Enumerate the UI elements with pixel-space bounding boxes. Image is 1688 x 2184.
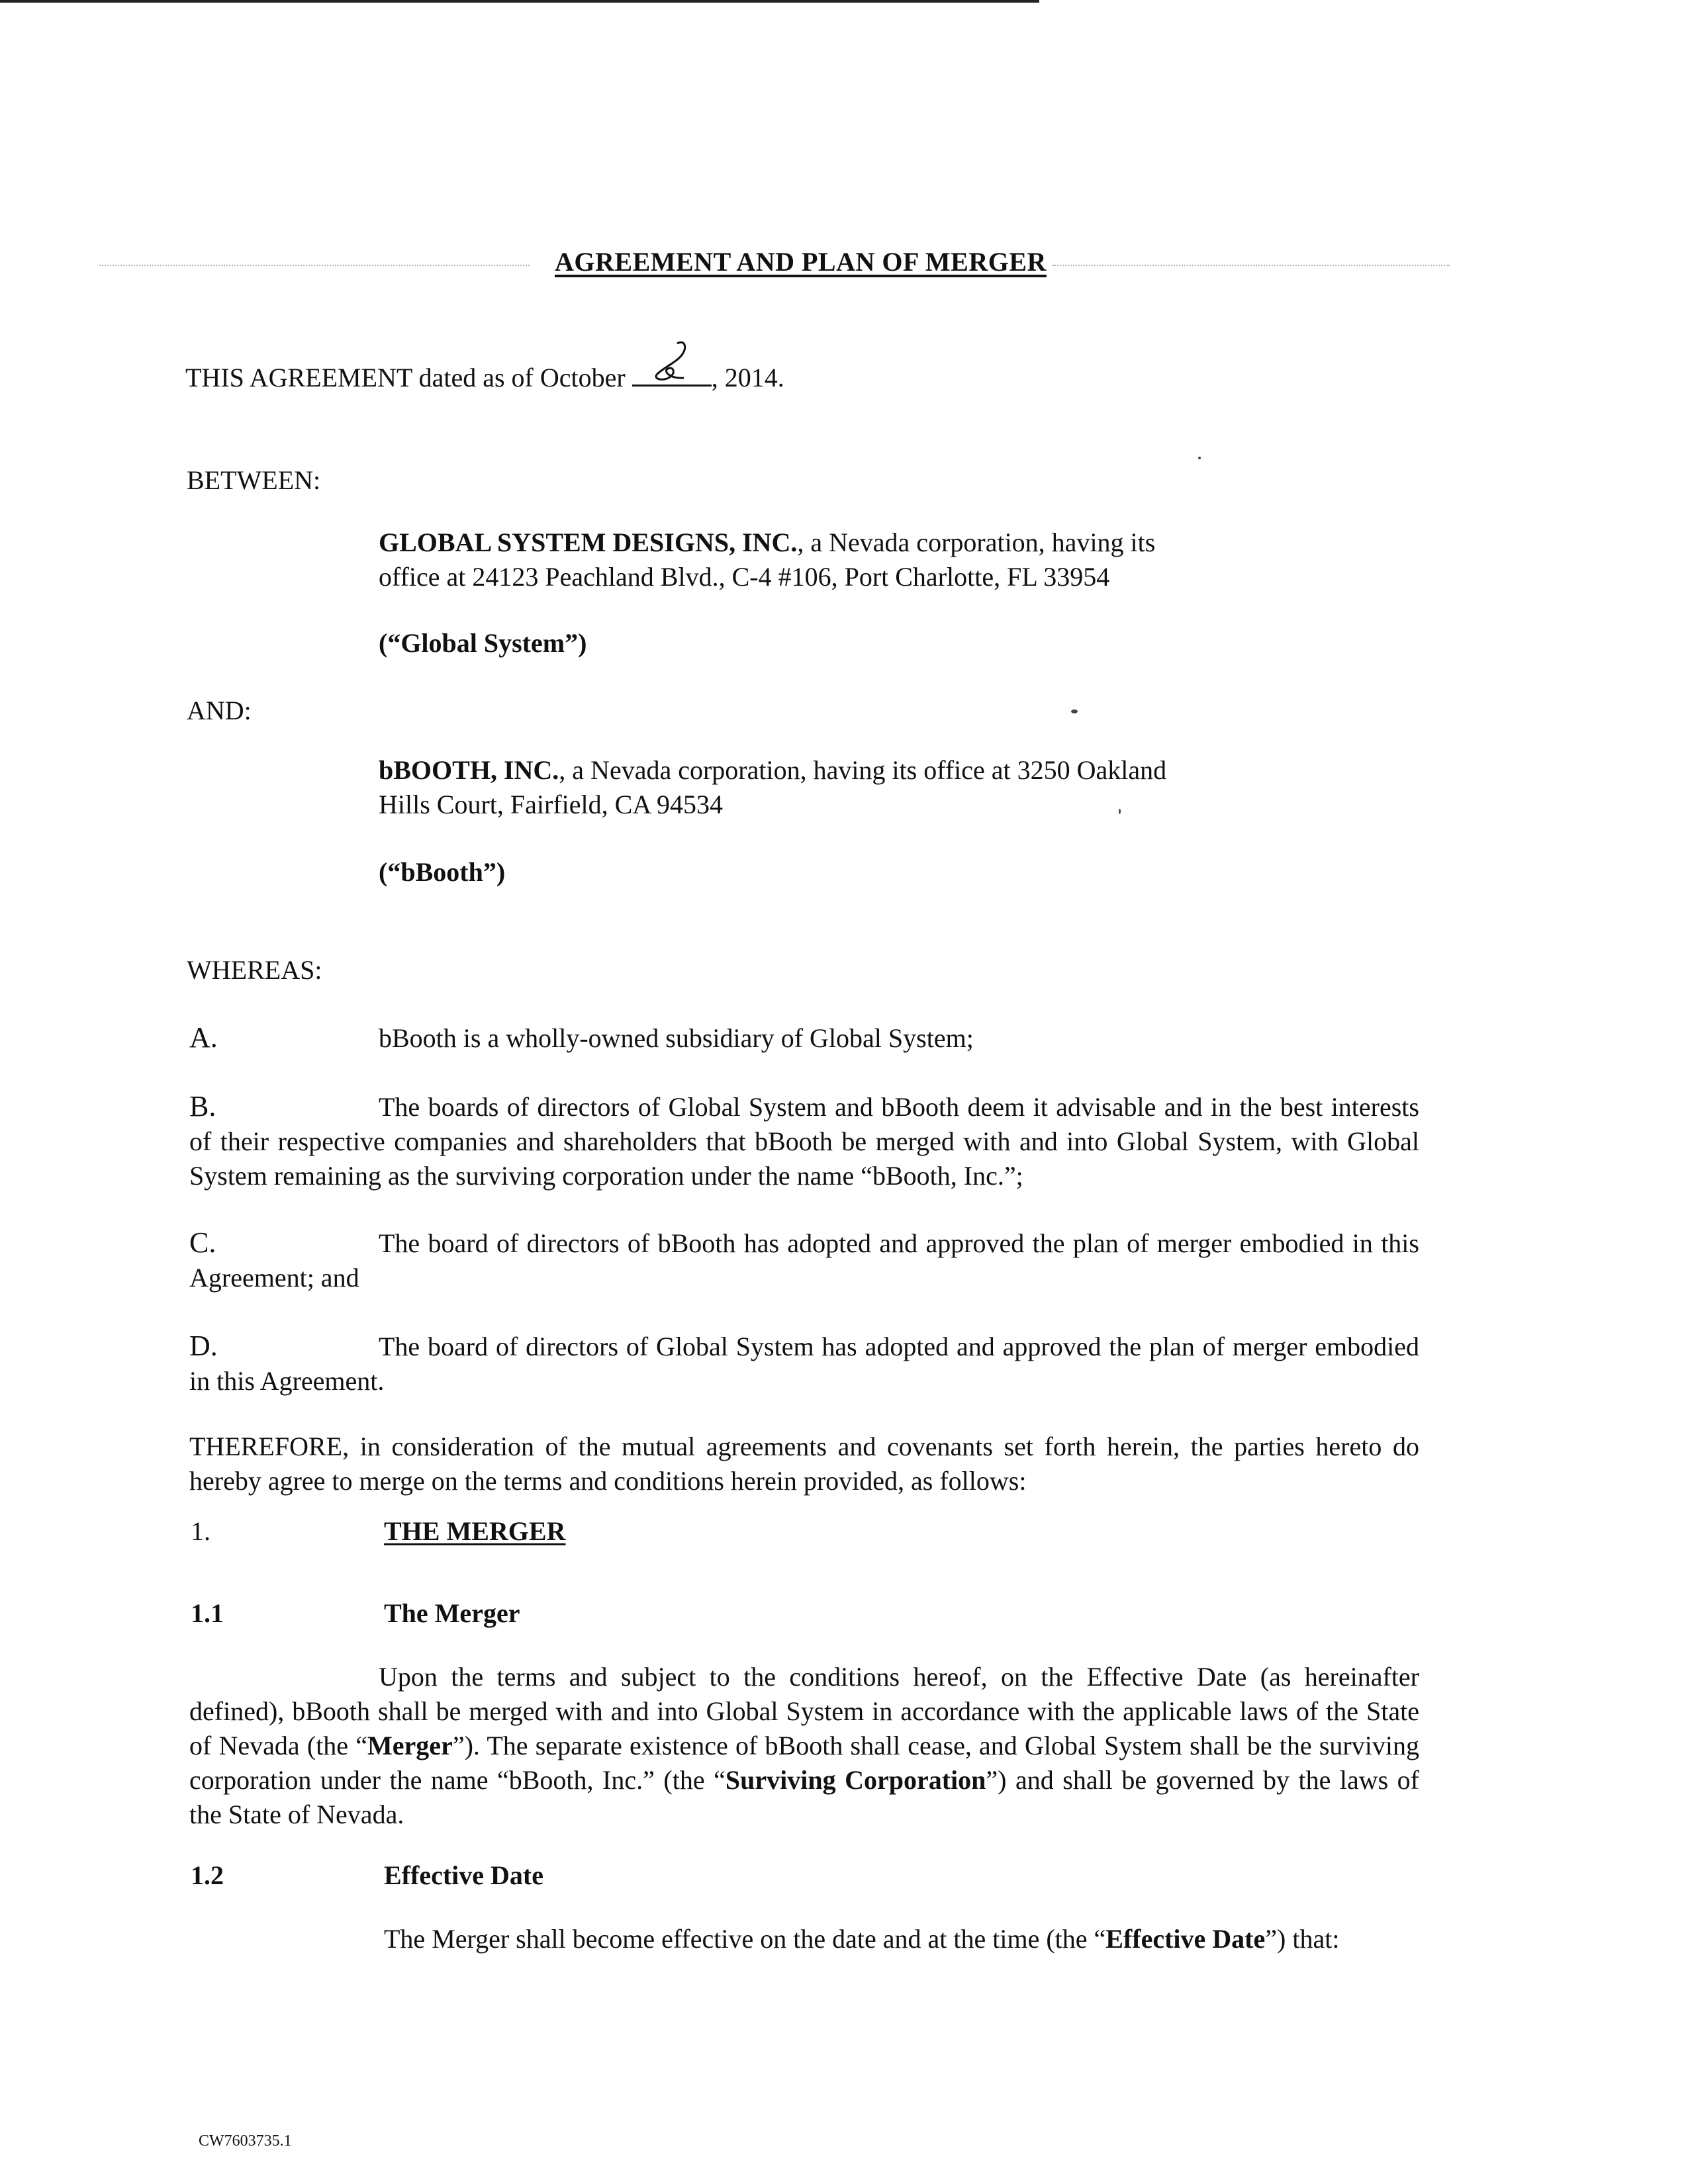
section-1-title: THE MERGER [384, 1516, 566, 1546]
recital-marker: B. [189, 1090, 216, 1122]
scan-dotted-rule-left [99, 265, 530, 266]
recital-marker: C. [189, 1226, 216, 1259]
section-1-1-number: 1.1 [191, 1598, 224, 1628]
recital-a [189, 1021, 1419, 1056]
section-1-2-body [384, 1922, 1419, 1956]
recital-text: The board of directors of bBooth has adopted and approved the plan of merger embodied in this Agreement; and [189, 1228, 1419, 1293]
section-1-1-body [189, 1660, 1419, 1832]
scan-speck [1198, 457, 1201, 459]
party2-desc-line2: Hills Court, Fairfield, CA 94534 [379, 790, 723, 819]
date-day-blank [632, 362, 712, 387]
whereas-label: WHEREAS: [187, 955, 322, 985]
recital-text: The board of directors of Global System has adopted and approved the plan of merger embodied in this Agreement. [189, 1332, 1419, 1396]
party2-block [379, 753, 1305, 822]
scan-speck [1071, 709, 1078, 713]
party2-desc-line1: , a Nevada corporation, having its office at 3250 Oakland [559, 755, 1167, 785]
party1-desc-line2: office at 24123 Peachland Blvd., C-4 #106, Port Charlotte, FL 33954 [379, 562, 1110, 592]
section-1-2-text: ”) that: [1265, 1924, 1340, 1954]
recital-marker: A. [189, 1021, 218, 1054]
party1-short-name: (“Global System”) [379, 628, 587, 658]
section-1-number: 1. [191, 1516, 211, 1546]
handwritten-day-signature [644, 340, 697, 386]
section-1-2-title: Effective Date [384, 1860, 543, 1890]
and-label: AND: [187, 696, 252, 725]
section-1-2-number: 1.2 [191, 1860, 224, 1890]
recital-text: The boards of directors of Global System and bBooth deem it advisable and in the best interests of their respective companies and shareholders that bBooth be merged with and into Global System, with Global System remaining as the surviving corporation under the name “bBooth, Inc.”; [189, 1092, 1419, 1191]
party2-short-name: (“bBooth”) [379, 857, 506, 887]
recital-d [189, 1329, 1419, 1398]
section-1-1-text: ”). The separate existence of bBooth shall cease, and Global System shall be the surviving corporation under the name “bBooth, Inc.” (the “ [189, 1731, 1419, 1795]
date-suffix: , 2014. [711, 363, 784, 392]
section-1-2-text: The Merger shall become effective on the date and at the time (the “ [384, 1924, 1106, 1954]
document-footer-id: CW7603735.1 [199, 2132, 292, 2150]
defined-term-effective-date: Effective Date [1105, 1924, 1266, 1954]
between-label: BETWEEN: [187, 465, 321, 495]
recital-marker: D. [189, 1330, 218, 1362]
party1-name: GLOBAL SYSTEM DESIGNS, INC. [379, 527, 798, 557]
section-1-1-title: The Merger [384, 1598, 520, 1628]
party2-name: bBOOTH, INC. [379, 755, 559, 785]
section-1-1-text: Upon the terms and subject to the conditions hereof, on the Effective Date (as hereinafter defined), bBooth shall be merged with and into Global System in accordance with the applicable laws of the State of Nevada (the “ [189, 1662, 1419, 1760]
recital-b [189, 1089, 1419, 1193]
scan-dotted-rule-right [1053, 265, 1450, 266]
party1-desc-line1: , a Nevada corporation, having its [797, 527, 1156, 557]
section-1-1-text: ”) and shall be governed by the laws of the State of Nevada. [189, 1765, 1419, 1829]
date-prefix: THIS AGREEMENT dated as of October [185, 363, 626, 392]
therefore-clause: THEREFORE, in consideration of the mutual agreements and covenants set forth herein, the parties hereto do hereby agree to merge on the terms and conditions herein provided, as follows: [189, 1432, 1419, 1496]
recital-text: bBooth is a wholly-owned subsidiary of Global System; [379, 1023, 974, 1053]
defined-term-merger: Merger [367, 1731, 453, 1760]
recital-c [189, 1226, 1419, 1295]
defined-term-surviving-corporation: Surviving Corporation [725, 1765, 986, 1795]
agreement-date-line [185, 361, 784, 395]
scan-edge-top [0, 0, 1039, 3]
document-title: AGREEMENT AND PLAN OF MERGER [555, 247, 1047, 277]
party1-block [379, 525, 1305, 594]
